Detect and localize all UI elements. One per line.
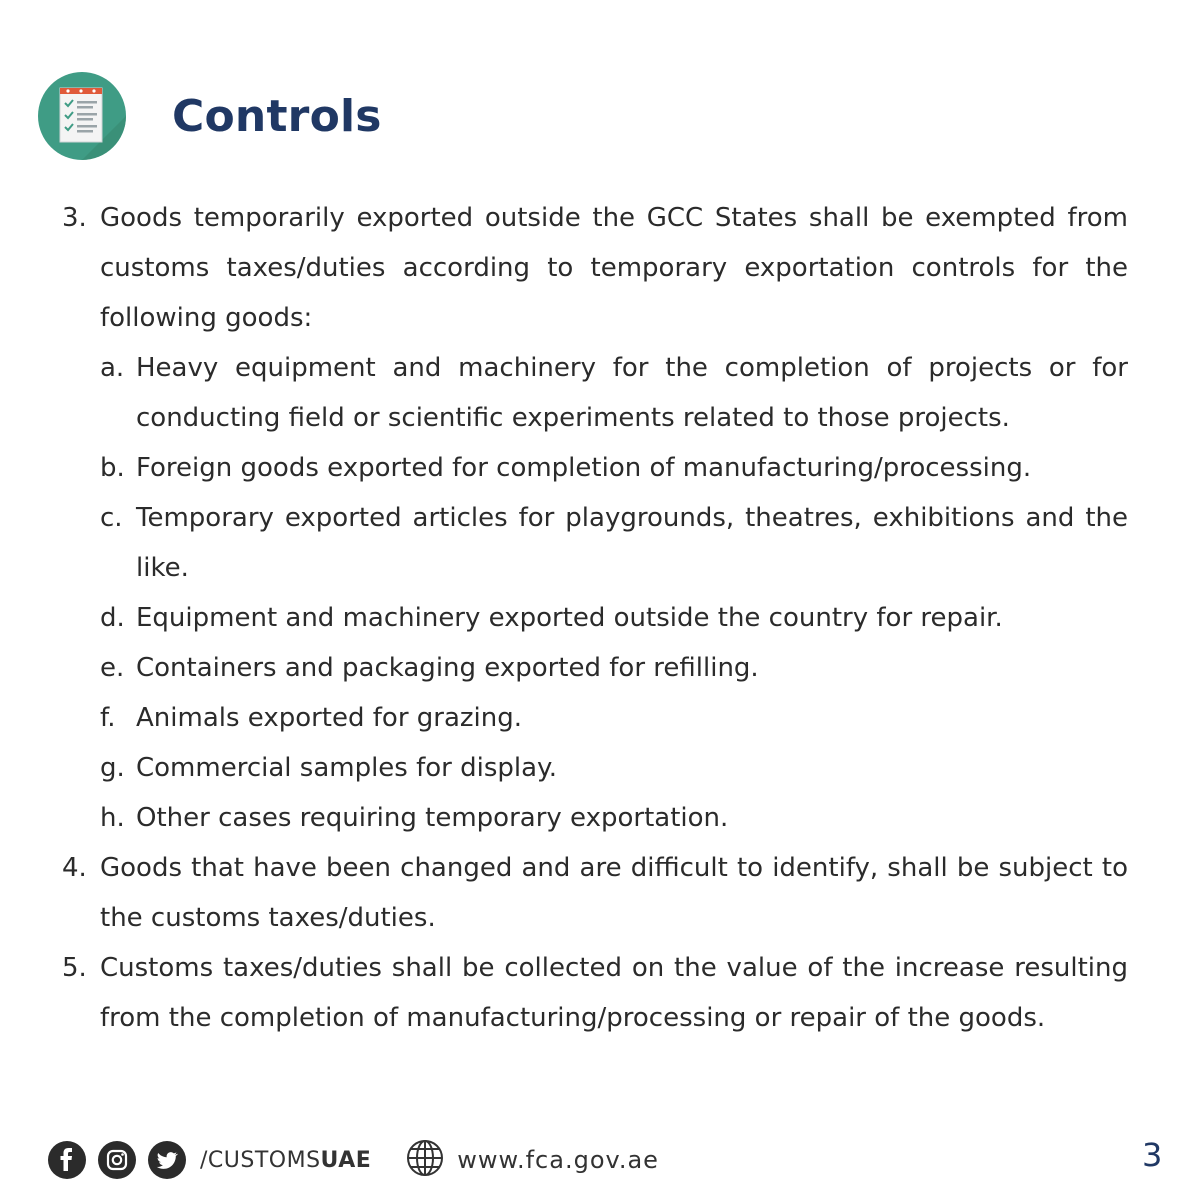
sub-item-text: Temporary exported articles for playgrounds, theatres, exhibitions and the like. [136,503,1128,583]
sub-item [100,793,1128,843]
facebook-icon[interactable] [48,1141,86,1179]
footer [48,1138,659,1182]
sub-item [100,693,1128,743]
sub-item-letter: c. [100,503,123,533]
item-number: 4. [62,853,87,883]
sub-item [100,743,1128,793]
item-text: Customs taxes/duties shall be collected on the value of the increase resulting from the completion of manufacturing/processing or repair of the goods. [100,953,1128,1033]
sub-item-text: Heavy equipment and machinery for the completion of projects or for conducting field or scientific experiments related to those projects. [136,353,1128,433]
item-number: 3. [62,203,87,233]
sub-item-text: Equipment and machinery exported outside the country for repair. [136,603,1003,633]
sub-item-text: Animals exported for grazing. [136,703,523,733]
item-text: Goods that have been changed and are difficult to identify, shall be subject to the customs taxes/duties. [100,853,1128,933]
item-number: 5. [62,953,87,983]
sub-item-text: Foreign goods exported for completion of manufacturing/processing. [136,453,1032,483]
sub-item-text: Containers and packaging exported for refilling. [136,653,759,683]
sub-item-letter: d. [100,603,125,633]
sub-item-letter: g. [100,753,125,783]
sub-item [100,643,1128,693]
sub-item [100,343,1128,443]
sub-item-letter: e. [100,653,125,683]
sub-item-letter: a. [100,353,125,383]
instagram-icon[interactable] [98,1141,136,1179]
sub-item-text: Other cases requiring temporary exportation. [136,803,729,833]
page-header [38,72,382,160]
sub-item-text: Commercial samples for display. [136,753,558,783]
twitter-icon[interactable] [148,1141,186,1179]
globe-icon [405,1138,445,1182]
list-item [62,193,1128,343]
sub-item [100,593,1128,643]
sub-item [100,443,1128,493]
sub-item-letter: f. [100,703,116,733]
checklist-icon [38,72,126,160]
controls-list [62,193,1128,1043]
website-link[interactable]: www.fca.gov.ae [457,1146,659,1174]
page-title: Controls [172,90,382,142]
list-item [62,943,1128,1043]
list-item [62,843,1128,943]
sub-item-letter: h. [100,803,125,833]
sub-item-letter: b. [100,453,125,483]
handle-prefix: /CUSTOMS [200,1147,321,1173]
social-handle[interactable] [200,1148,371,1173]
sub-item [100,493,1128,593]
page-number: 3 [1142,1136,1163,1174]
handle-bold: UAE [320,1147,372,1173]
item-text: Goods temporarily exported outside the GCC States shall be exempted from customs taxes/duties according to temporary exportation controls for the following goods: [100,203,1128,333]
